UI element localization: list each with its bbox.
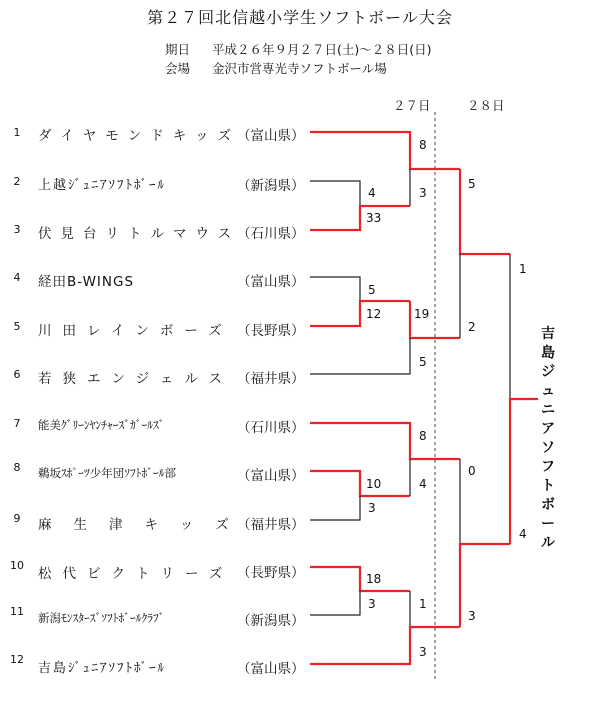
score: 5 bbox=[368, 283, 376, 297]
bracket-line bbox=[310, 338, 410, 374]
day2-header: ２８日 bbox=[467, 98, 505, 113]
team-number: 2 bbox=[13, 175, 21, 188]
bracket-line-win bbox=[510, 399, 538, 544]
score: 33 bbox=[366, 211, 382, 225]
team-number: 8 bbox=[13, 461, 21, 474]
team-name-text: 松代ビクトリーズ bbox=[38, 566, 234, 582]
team-prefecture: （新潟県） bbox=[237, 178, 305, 194]
bracket-line-win bbox=[310, 301, 410, 326]
bracket-line bbox=[310, 496, 360, 520]
score: 8 bbox=[419, 138, 427, 152]
score: 3 bbox=[419, 186, 427, 200]
team-prefecture: （長野県） bbox=[237, 565, 305, 581]
team-name-text: 上越ｼﾞｭﾆｱｿﾌﾄﾎﾞｰﾙ bbox=[38, 178, 167, 193]
team-prefecture: （石川県） bbox=[237, 420, 305, 436]
champion-name: 吉島ジュニアソフトボール bbox=[541, 326, 555, 551]
score: 5 bbox=[468, 177, 476, 191]
bracket-line-win bbox=[310, 206, 410, 230]
bracket-line bbox=[310, 591, 360, 615]
score: 4 bbox=[419, 477, 427, 491]
team-number: 7 bbox=[13, 417, 21, 430]
bracket-line bbox=[310, 277, 360, 301]
score: 1 bbox=[519, 262, 527, 276]
team-prefecture: （富山県） bbox=[237, 274, 305, 290]
score: 3 bbox=[368, 597, 376, 611]
score: 8 bbox=[419, 429, 427, 443]
team-prefecture: （福井県） bbox=[237, 371, 305, 387]
page-title: 第２７回北信越小学生ソフトボール大会 bbox=[147, 8, 453, 27]
score: 10 bbox=[366, 477, 382, 491]
bracket-line-win bbox=[310, 471, 410, 496]
score: 0 bbox=[468, 464, 476, 478]
score: 2 bbox=[468, 320, 476, 334]
day1-header: ２７日 bbox=[393, 98, 431, 113]
score: 12 bbox=[366, 307, 382, 321]
score: 18 bbox=[366, 572, 382, 586]
bracket-line bbox=[310, 181, 360, 206]
team-name-text: 麻生津キッズ bbox=[38, 517, 251, 533]
team-number: 3 bbox=[13, 223, 21, 236]
team-prefecture: （富山県） bbox=[237, 468, 305, 484]
score: 4 bbox=[368, 186, 376, 200]
team-number: 12 bbox=[10, 653, 24, 666]
date-value: 平成２６年９月２７日(土)～２８日(日) bbox=[211, 42, 432, 57]
team-prefecture: （富山県） bbox=[237, 128, 305, 144]
team-name-text: 経田B-WINGS bbox=[38, 274, 135, 290]
bracket-line-win bbox=[310, 132, 460, 169]
team-name-text: 吉島ｼﾞｭﾆｱｿﾌﾄﾎﾞｰﾙ bbox=[38, 661, 167, 676]
score: 5 bbox=[419, 355, 427, 369]
bracket-line-win bbox=[310, 423, 460, 459]
team-name-text: ダイヤモンドキッズ bbox=[38, 128, 240, 144]
team-prefecture: （富山県） bbox=[237, 661, 305, 677]
score: 3 bbox=[368, 501, 376, 515]
bracket-line-win bbox=[310, 627, 460, 664]
score: 1 bbox=[419, 597, 427, 611]
team-name-text: 川田レインボーズ bbox=[38, 323, 233, 339]
team-prefecture: （新潟県） bbox=[237, 613, 305, 629]
team-name-text: 新潟ﾓﾝｽﾀｰｽﾞｿﾌﾄﾎﾞｰﾙｸﾗﾌﾞ bbox=[38, 611, 165, 625]
team-name-text: 伏見台リトルマウス bbox=[38, 226, 241, 242]
team-name-text: 若狭エンジェルス bbox=[38, 371, 233, 387]
team-number: 4 bbox=[13, 271, 21, 284]
team-name-text: 能美ｸﾞﾘｰﾝﾔﾝﾁｬｰｽﾞｶﾞｰﾙｽﾞ bbox=[38, 418, 165, 432]
score: 19 bbox=[414, 307, 430, 321]
team-number: 5 bbox=[13, 320, 21, 333]
venue-label: 会場 bbox=[165, 61, 191, 76]
team-prefecture: （福井県） bbox=[237, 517, 305, 533]
date-label: 期日 bbox=[165, 42, 191, 57]
team-number: 9 bbox=[13, 512, 21, 525]
team-prefecture: （長野県） bbox=[237, 323, 305, 339]
team-number: 10 bbox=[10, 559, 24, 572]
score: 3 bbox=[468, 609, 476, 623]
score: 3 bbox=[419, 645, 427, 659]
team-number: 1 bbox=[13, 126, 21, 139]
venue-value: 金沢市営専光寺ソフトボール場 bbox=[211, 61, 387, 76]
bracket-line-win bbox=[310, 567, 410, 591]
team-prefecture: （石川県） bbox=[237, 226, 305, 242]
team-name-text: 鵜坂ｽﾎﾟｰﾂ少年団ｿﾌﾄﾎﾞｰﾙ部 bbox=[38, 466, 176, 480]
score: 4 bbox=[519, 527, 527, 541]
team-number: 6 bbox=[13, 368, 21, 381]
team-number: 11 bbox=[10, 605, 24, 618]
